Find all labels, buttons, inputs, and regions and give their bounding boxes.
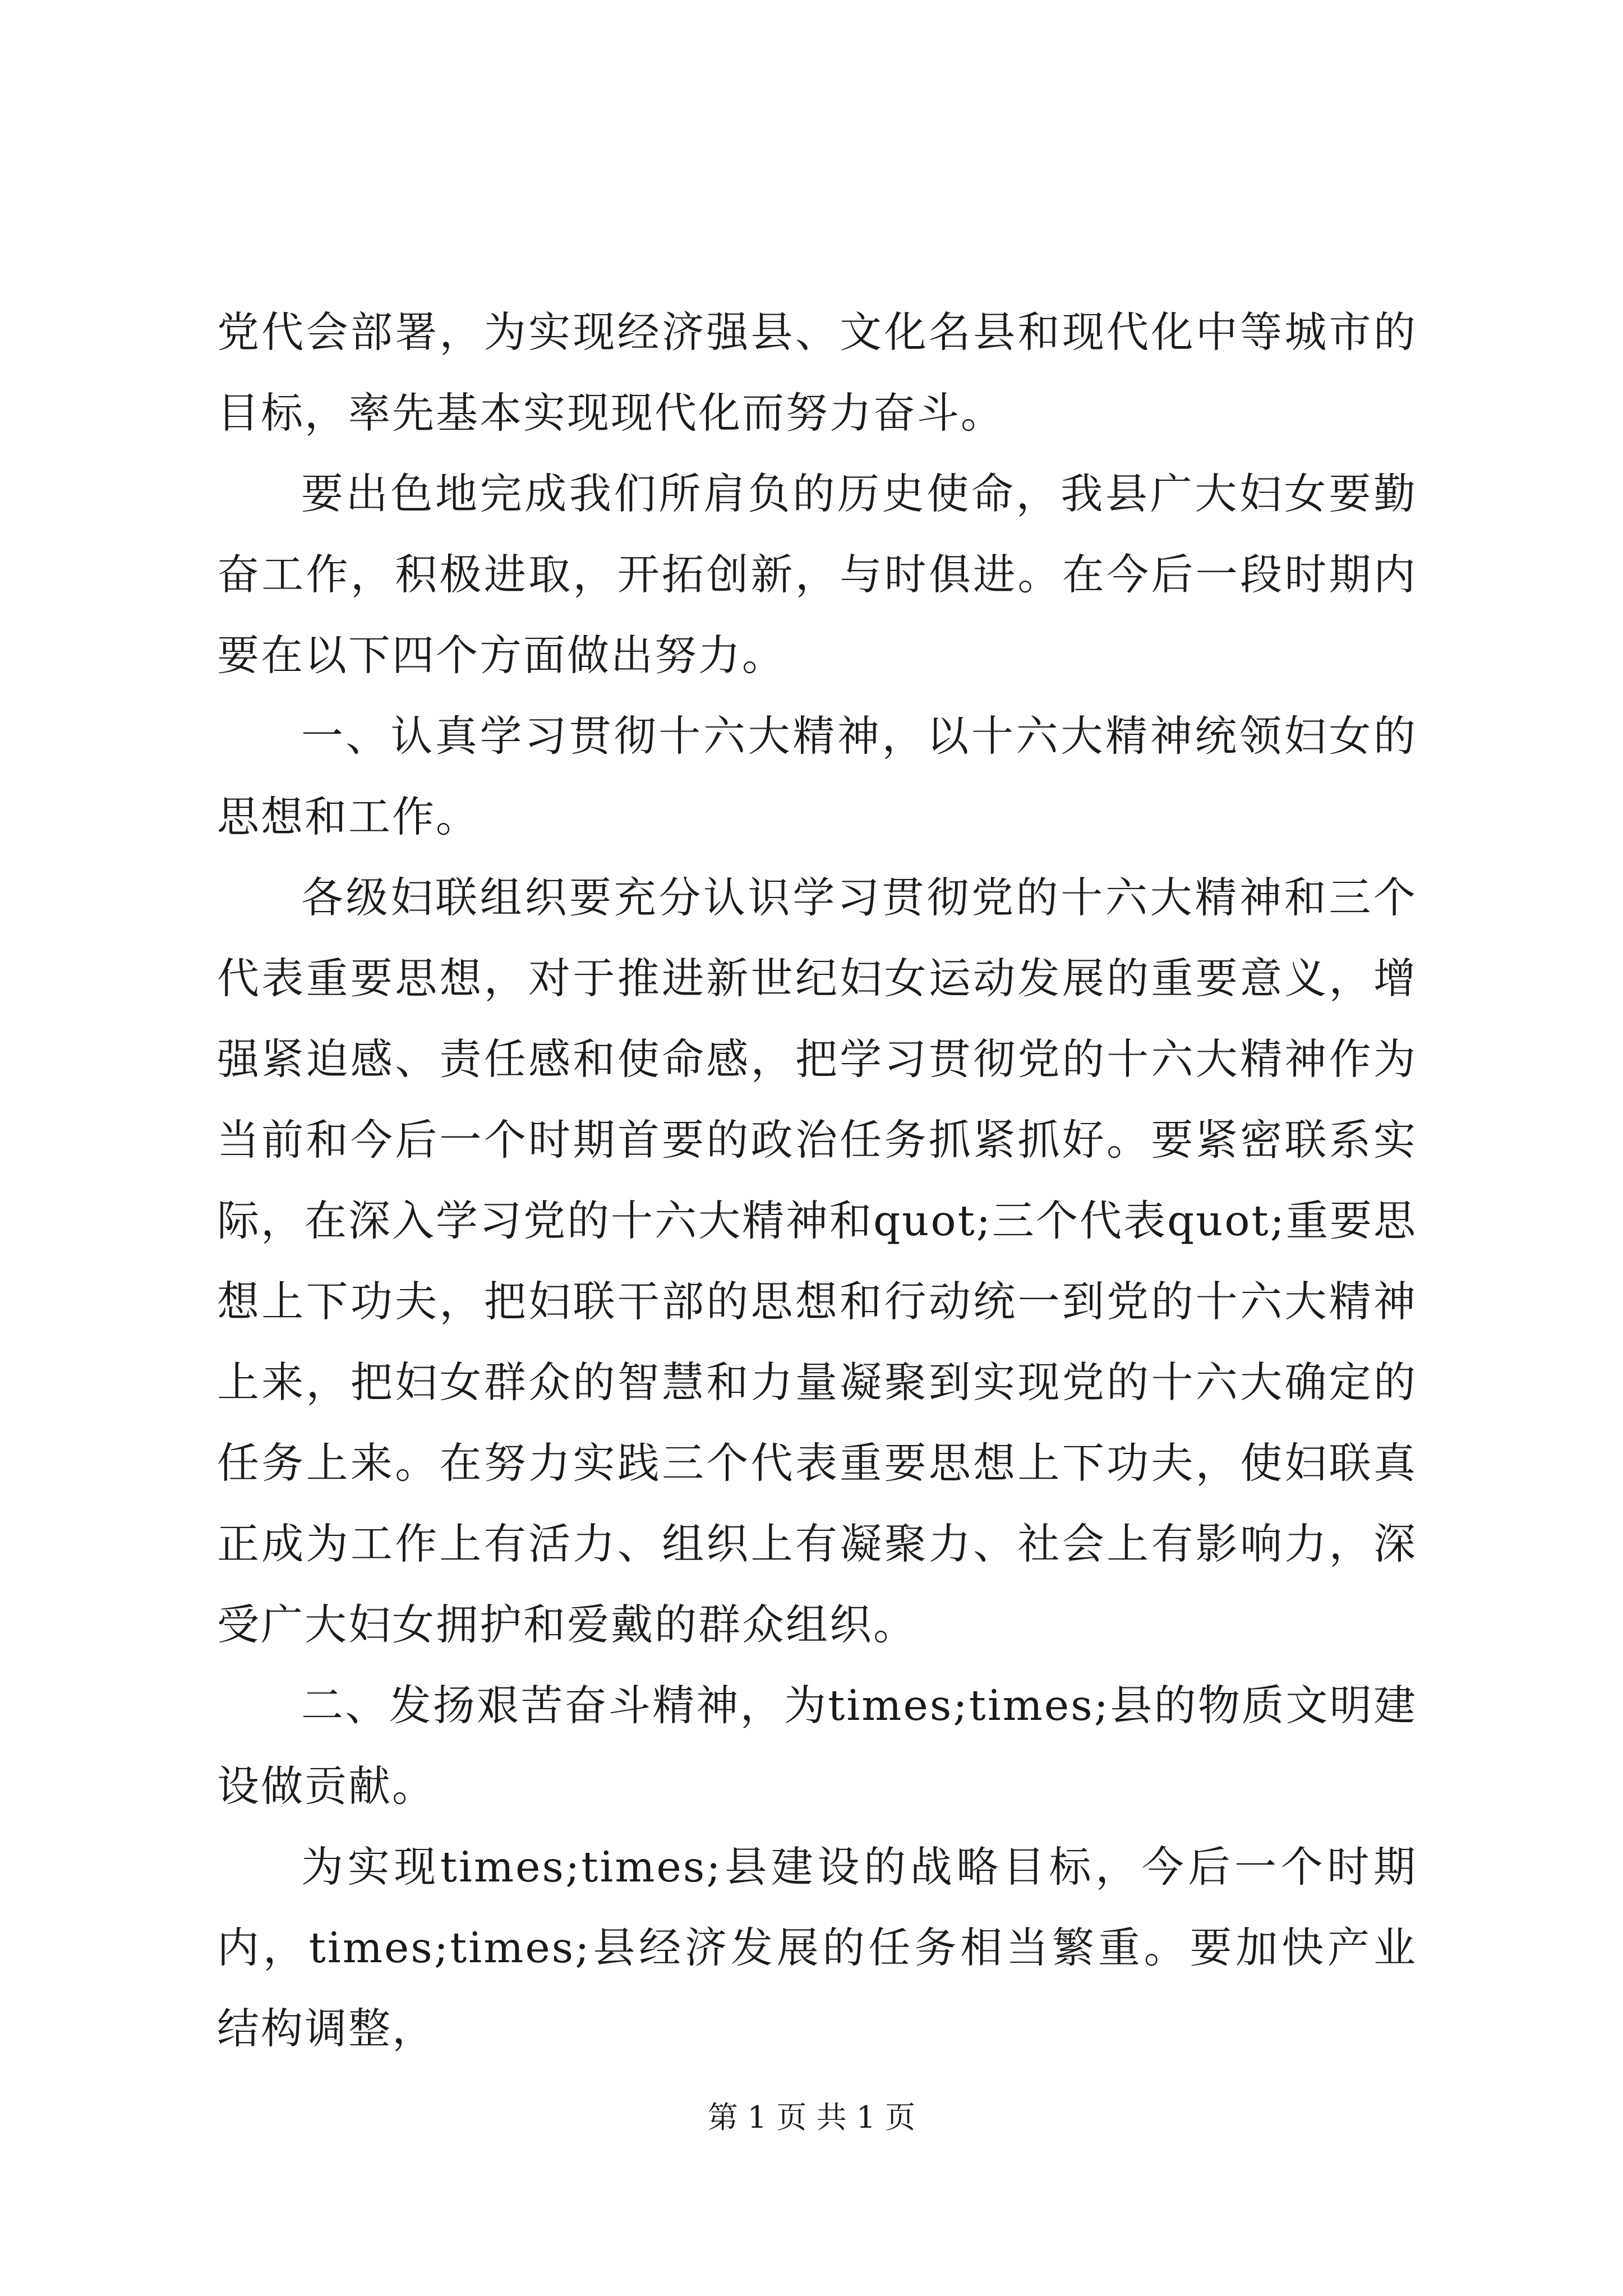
document-body: [217, 292, 1417, 2069]
page-footer: 第 1 页 共 1 页: [707, 2100, 916, 2135]
section-heading-2: 二、发扬艰苦奋斗精神，为times;times;县的物质文明建设做贡献。: [217, 1681, 1417, 1811]
paragraph-1: 党代会部署，为实现经济强县、文化名县和现代化中等城市的目标，率先基本实现现代化而努力奋斗。: [217, 307, 1417, 438]
section-heading-1: 一、认真学习贯彻十六大精神，以十六大精神统领妇女的思想和工作。: [217, 711, 1417, 841]
paragraph-3: 各级妇联组织要充分认识学习贯彻党的十六大精神和三个代表重要思想，对于推进新世纪妇女运动发展的重要意义，增强紧迫感、责任感和使命感，把学习贯彻党的十六大精神作为当前和今后一个时期首要的政治任务抓紧抓好。要紧密联系实际，在深入学习党的十六大精神和quot;三个代表quot;重要思想上下功夫，把妇联干部的思想和行动统一到党的十六大精神上来，把妇女群众的智慧和力量凝聚到实现党的十六大确定的任务上来。在努力实践三个代表重要思想上下功夫，使妇联真正成为工作上有活力、组织上有凝聚力、社会上有影响力，深受广大妇女拥护和爱戴的群众组织。: [217, 873, 1417, 1649]
paragraph-2: 要出色地完成我们所肩负的历史使命，我县广大妇女要勤奋工作，积极进取，开拓创新，与时俱进。在今后一段时期内要在以下四个方面做出努力。: [217, 469, 1417, 680]
paragraph-4: 为实现times;times;县建设的战略目标，今后一个时期内，times;times;县经济发展的任务相当繁重。要加快产业结构调整，: [217, 1842, 1417, 2053]
